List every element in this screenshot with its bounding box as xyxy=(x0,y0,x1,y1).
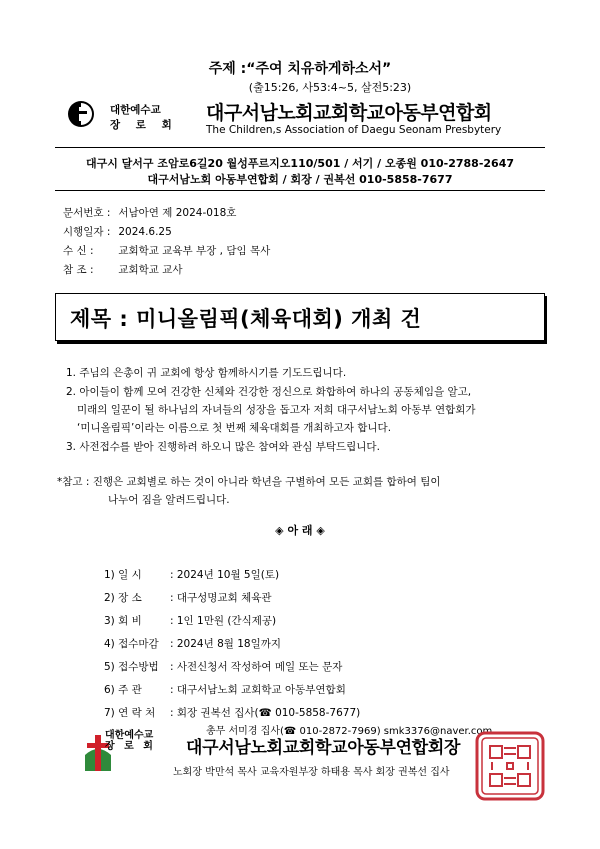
document-title: 제목 : 미니올림픽(체육대회) 개최 건 xyxy=(70,307,422,331)
detail-row-host xyxy=(104,682,346,697)
meta-value: 교회학교 교사 xyxy=(118,264,183,276)
body-paragraph-2-line2: 미래의 일꾼이 될 하나님의 자녀들의 성장을 돕고자 저희 대구서남노회 아동부 연합회가 xyxy=(77,404,476,416)
meta-key: 참 조 : xyxy=(63,264,94,276)
meta-key: 시행일자 : xyxy=(63,226,111,238)
header-divider-top xyxy=(55,147,545,148)
signature-issuer: 대구서남노회교회학교아동부연합회장 xyxy=(186,738,461,758)
meta-key: 수 신 : xyxy=(63,245,94,257)
theme-scripture-refs: (출15:26, 사53:4~5, 살전5:23) xyxy=(248,81,412,94)
note-line-1: *참고 : 진행은 교회별로 하는 것이 아니라 학년을 구별하여 모든 교회를 합하여 팀이 xyxy=(57,476,441,488)
organization-english-name: The Children,s Association of Daegu Seonam Presbytery xyxy=(206,124,502,136)
denomination-line1: 대한예수교 xyxy=(110,104,161,116)
detail-value: : 대구서남노회 교회학교 아동부연합회 xyxy=(170,684,346,696)
recipient-row xyxy=(63,243,270,258)
detail-key: 3) 회 비 xyxy=(104,615,142,627)
detail-value: : 회장 권복선 집사(☎ 010-5858-7677) xyxy=(170,707,361,719)
details-heading: ◈ 아 래 ◈ xyxy=(275,524,325,537)
header-divider-bottom xyxy=(55,190,545,191)
organization-title: 대구서남노회교회학교아동부연합회 xyxy=(206,102,492,124)
detail-value: : 사전신청서 작성하여 메일 또는 문자 xyxy=(170,661,343,673)
meta-key: 문서번호 : xyxy=(63,207,111,219)
official-seal-stamp-icon xyxy=(474,730,546,802)
secondary-contact: 총무 서미경 집사(☎ 010-2872-7969) smk3376@naver.com xyxy=(206,726,493,737)
detail-value: : 대구성명교회 체육관 xyxy=(170,592,272,604)
signature-denomination xyxy=(105,730,156,752)
detail-row-contact xyxy=(104,705,360,720)
detail-key: 1) 일 시 xyxy=(104,569,142,581)
detail-key: 6) 주 관 xyxy=(104,684,142,696)
detail-key: 2) 장 소 xyxy=(104,592,142,604)
detail-key: 7) 연 락 처 xyxy=(104,707,156,719)
detail-key: 4) 접수마감 xyxy=(104,638,159,650)
signature-officers: 노회장 박만석 목사 교육자원부장 하태용 목사 회장 권복선 집사 xyxy=(173,767,450,778)
signature-denomination-line2: 장 로 회 xyxy=(105,741,156,752)
detail-value: : 2024년 10월 5일(토) xyxy=(170,569,280,581)
theme-heading: 주제 :“주여 치유하게하소서” xyxy=(208,61,392,77)
detail-row-method xyxy=(104,659,342,674)
document-title-box xyxy=(55,293,545,341)
detail-value: : 1인 1만원 (간식제공) xyxy=(170,615,277,627)
signature-denomination-line1: 대한예수교 xyxy=(105,730,154,741)
detail-key: 5) 접수방법 xyxy=(104,661,159,673)
detail-value: : 2024년 8월 18일까지 xyxy=(170,638,282,650)
reference-row xyxy=(63,262,183,277)
meta-value: 서남아연 제 2024-018호 xyxy=(118,207,237,219)
body-paragraph-1: 1. 주님의 은총이 귀 교회에 항상 함께하시기를 기도드립니다. xyxy=(66,367,347,379)
address-line-2: 대구서남노회 아동부연합회 / 회장 / 권복선 010-5858-7677 xyxy=(147,173,453,186)
detail-row-fee xyxy=(104,613,276,628)
detail-row-date xyxy=(104,567,279,582)
issue-date-row xyxy=(63,224,172,239)
detail-row-deadline xyxy=(104,636,281,651)
body-paragraph-2-line3: ‘미니올림픽’이라는 이름으로 첫 번째 체육대회를 개최하고자 합니다. xyxy=(77,422,392,434)
note-line-2: 나누어 짐을 알려드립니다. xyxy=(108,494,230,506)
address-line-1: 대구시 달서구 조암로6길20 월성푸르지오110/501 / 서기 / 오종원 010-2788-2647 xyxy=(85,157,515,170)
body-paragraph-2-line1: 2. 아이들이 함께 모여 건강한 신체와 건강한 정신으로 화합하여 하나의 공동체임을 알고, xyxy=(66,386,472,398)
denomination-label xyxy=(110,103,178,133)
denomination-line2: 장 로 회 xyxy=(110,119,178,131)
detail-row-place xyxy=(104,590,272,605)
doc-number-row xyxy=(63,205,236,220)
body-paragraph-3: 3. 사전접수를 받아 진행하려 하오니 많은 참여와 관심 부탁드립니다. xyxy=(66,441,380,453)
church-logo-icon xyxy=(66,99,96,129)
meta-value: 교회학교 교육부 부장 , 담임 목사 xyxy=(118,245,271,257)
meta-value: 2024.6.25 xyxy=(118,226,172,238)
